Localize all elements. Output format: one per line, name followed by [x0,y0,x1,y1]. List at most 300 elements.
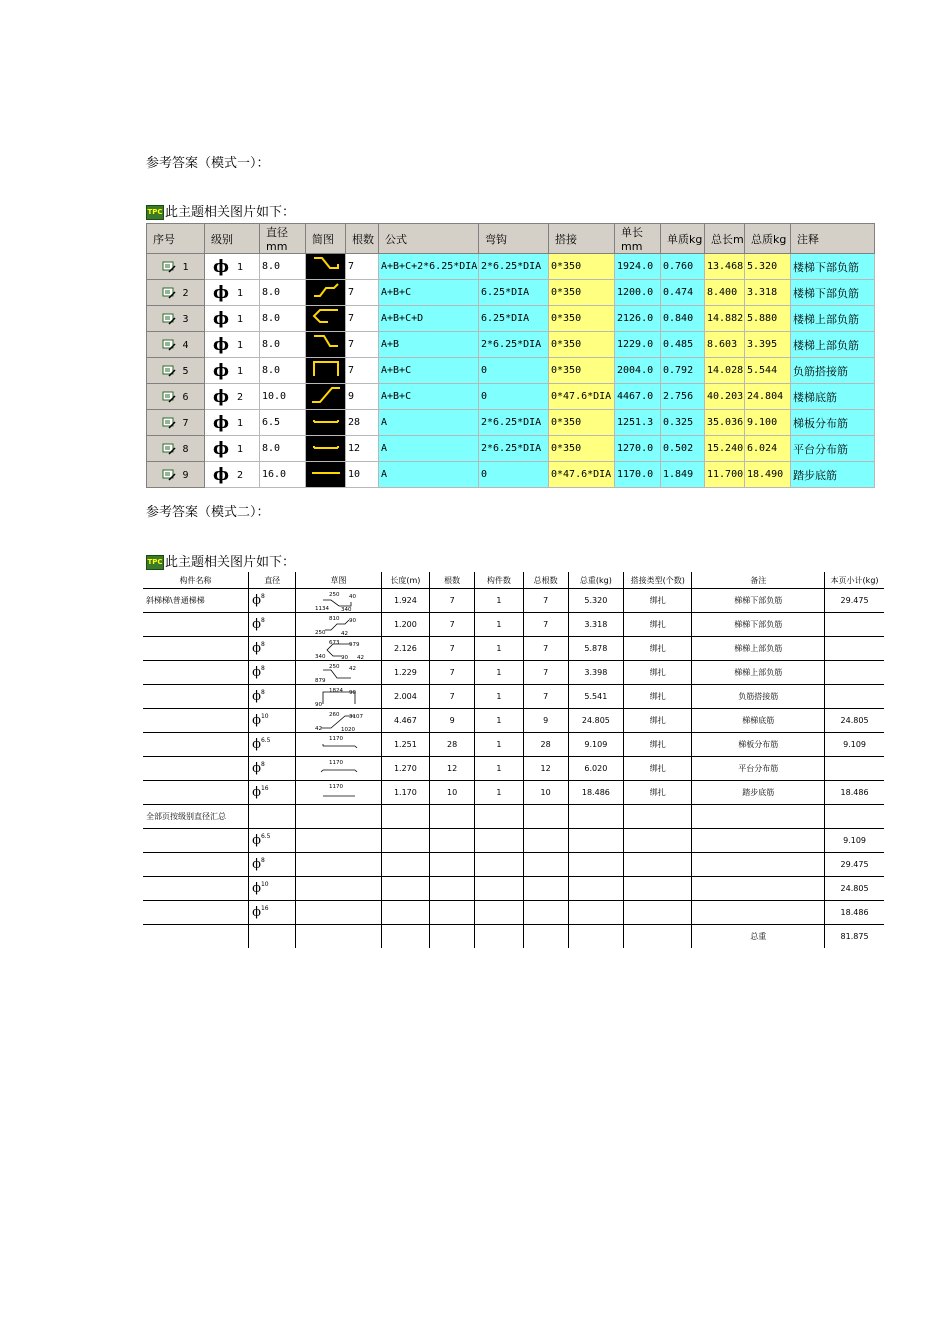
lap-cell: 0*350 [549,254,615,280]
hook-cell: 0 [479,384,549,410]
table1-row [147,358,875,384]
row-seq: 7 [182,417,189,429]
diameter-cell [249,733,296,757]
count-cell: 10 [346,462,379,488]
sketch-cell [306,436,346,462]
diameter-cell [249,685,296,709]
lap-cell: 0*350 [549,436,615,462]
rebar-shape-icon [306,280,346,302]
row-seq: 3 [182,313,189,325]
empty-cell [624,901,692,925]
sketch-dimension-label: 90 [348,689,356,696]
lap-cell: 0*350 [549,332,615,358]
len-cell: 1.924 [381,589,429,613]
phi-symbol: ϕ [252,737,261,752]
sketch-cell [306,462,346,488]
members-cell: 1 [475,685,523,709]
lap-cell: 绑扎 [624,757,692,781]
sketch-cell [306,332,346,358]
empty-cell [430,853,475,877]
lap-cell: 0*350 [549,410,615,436]
table2-col-header: 总根数 [523,572,568,589]
rebar-sketch [311,710,367,732]
sketch-dimension-label: 879 [314,677,326,684]
lap-cell: 0*47.6*DIA [549,462,615,488]
rebar-sketch [311,590,367,612]
table1-col-header: 注释 [791,224,875,254]
row-seq-cell[interactable] [147,462,205,488]
empty-cell [523,829,568,853]
unit-length-cell: 1229.0 [615,332,661,358]
unit-length-cell: 2126.0 [615,306,661,332]
grade-cell [205,358,260,384]
table2-row [143,733,884,757]
table2-col-header: 直径 [249,572,296,589]
grade-cell [205,306,260,332]
total-mass-cell: 5.880 [745,306,791,332]
sketch-dimension-label: 1170 [328,759,343,766]
row-edit-icon [162,339,176,351]
table1-col-header: 级别 [205,224,260,254]
table1-col-header: 总长m [705,224,745,254]
table1-row [147,384,875,410]
sketch-dimension-label: 250 [328,663,340,670]
subtotal-cell [825,613,884,637]
rebar-sketch [311,782,367,804]
diameter-cell: 8.0 [260,280,306,306]
table1-row [147,436,875,462]
empty-cell [568,877,623,901]
sketch-dimension-label: 1170 [328,735,343,742]
grade-value: 1 [237,443,244,455]
table2-row [143,757,884,781]
sketch-dimension-label: 1134 [314,605,329,612]
len-cell: 1.251 [381,733,429,757]
table1-row [147,254,875,280]
lap-cell: 绑扎 [624,637,692,661]
subtotal-cell: 9.109 [825,733,884,757]
diameter-value: 8 [260,617,265,624]
section1-title: 参考答案（模式一）： [146,156,270,171]
unit-length-cell: 1200.0 [615,280,661,306]
table1-col-header: 搭接 [549,224,615,254]
row-seq-cell[interactable] [147,358,205,384]
count-cell: 28 [430,733,475,757]
hook-cell: 6.25*DIA [479,280,549,306]
unit-length-cell: 1170.0 [615,462,661,488]
empty-cell [143,829,249,853]
count-cell: 10 [430,781,475,805]
rebar-table-mode2 [143,572,884,948]
phi-symbol: ϕ [252,833,261,848]
subtotal-cell: 29.475 [825,589,884,613]
weight-cell: 3.398 [568,661,623,685]
summary-row [143,853,884,877]
empty-cell [296,925,381,949]
table2-row [143,613,884,637]
diameter-cell: 16.0 [260,462,306,488]
weight-cell: 5.320 [568,589,623,613]
total-length-cell: 40.203 [705,384,745,410]
note-cell: 楼梯上部负筋 [791,306,875,332]
diameter-value: 6.5 [260,833,271,840]
row-seq: 5 [182,365,189,377]
sketch-cell [306,306,346,332]
table1-col-header: 公式 [379,224,479,254]
tpc-icon: TPC [146,555,164,570]
rebar-sketch [311,614,367,636]
formula-cell: A+B+C+2*6.25*DIA [379,254,479,280]
formula-cell: A+B+C [379,384,479,410]
rebar-shape-path [314,284,338,296]
phi-symbol: ϕ [252,665,261,680]
empty-cell [692,829,825,853]
row-seq: 1 [182,261,189,273]
empty-cell [624,877,692,901]
empty-cell [296,853,381,877]
sketch-cell [296,733,381,757]
total-cell: 7 [523,589,568,613]
diameter-value: 16 [260,785,269,792]
row-edit-icon [162,391,176,403]
table2-col-header: 备注 [692,572,825,589]
empty-cell [692,877,825,901]
table2-row [143,781,884,805]
diameter-value: 6.5 [260,737,271,744]
sketch-cell [306,358,346,384]
sketch-dimension-label: 42 [348,665,356,672]
rebar-shape-path [314,420,338,422]
diameter-cell [249,589,296,613]
total-cell: 10 [523,781,568,805]
empty-cell [475,805,523,829]
member-name-cell [143,685,249,709]
phi-symbol: ϕ [213,360,230,381]
sketch-cell [296,613,381,637]
row-seq-cell[interactable] [147,306,205,332]
diameter-cell: 8.0 [260,306,306,332]
total-length-cell: 13.468 [705,254,745,280]
phi-symbol: ϕ [213,412,230,433]
formula-cell: A+B+C [379,280,479,306]
diameter-value: 16 [260,905,269,912]
total-mass-cell: 9.100 [745,410,791,436]
sketch-dimension-label: 340 [340,606,352,612]
diameter-cell: 10.0 [260,384,306,410]
weight-cell: 18.486 [568,781,623,805]
phi-symbol: ϕ [252,761,261,776]
sketch-cell [296,661,381,685]
members-cell: 1 [475,661,523,685]
empty-cell [249,925,296,949]
lap-cell: 绑扎 [624,733,692,757]
total-mass-cell: 18.490 [745,462,791,488]
sketch-dimension-label: 340 [314,653,326,660]
row-seq: 4 [182,339,189,351]
row-seq-cell[interactable] [147,436,205,462]
rebar-shape-icon [306,410,346,432]
count-cell: 7 [346,254,379,280]
total-mass-cell: 24.804 [745,384,791,410]
weight-cell: 9.109 [568,733,623,757]
sketch-dimension-label: 42 [356,654,364,660]
summary-label-row [143,805,884,829]
empty-cell [568,853,623,877]
summary-row [143,829,884,853]
formula-cell: A [379,462,479,488]
member-name-cell [143,613,249,637]
member-name-cell [143,757,249,781]
hook-cell: 6.25*DIA [479,306,549,332]
rebar-sketch [311,686,367,708]
sketch-path [321,770,357,772]
member-name-cell [143,709,249,733]
total-mass-cell: 5.544 [745,358,791,384]
len-cell: 1.170 [381,781,429,805]
total-mass-cell: 3.318 [745,280,791,306]
note-cell: 平台分布筋 [692,757,825,781]
row-edit-icon [162,443,176,455]
tpc-icon: TPC [146,205,164,220]
note-cell: 梯梯上部负筋 [692,661,825,685]
empty-cell [692,805,825,829]
rebar-sketch [311,638,367,660]
rebar-shape-icon [306,332,346,354]
total-length-cell: 35.036 [705,410,745,436]
sketch-dimension-label: 250 [328,591,340,598]
sketch-dimension-label: 979 [348,641,360,648]
phi-symbol: ϕ [252,641,261,656]
phi-symbol: ϕ [252,881,261,896]
sketch-cell [296,685,381,709]
hook-cell: 2*6.25*DIA [479,436,549,462]
grade-value: 1 [237,261,244,273]
unit-mass-cell: 0.840 [661,306,705,332]
hook-cell: 0 [479,462,549,488]
row-seq-cell[interactable] [147,332,205,358]
grade-cell [205,384,260,410]
row-edit-icon [162,287,176,299]
formula-cell: A+B [379,332,479,358]
table1-col-header: 单长mm [615,224,661,254]
lap-cell: 0*350 [549,306,615,332]
table2-col-header: 本页小计(kg) [825,572,884,589]
unit-mass-cell: 2.756 [661,384,705,410]
unit-length-cell: 2004.0 [615,358,661,384]
diameter-value: 8 [260,665,265,672]
diameter-cell [249,781,296,805]
row-seq: 6 [182,391,189,403]
sketch-dimension-label: 1170 [328,783,343,790]
note-cell: 梯板分布筋 [791,410,875,436]
diameter-cell: 6.5 [260,410,306,436]
empty-cell [692,901,825,925]
unit-mass-cell: 0.502 [661,436,705,462]
sketch-cell [306,254,346,280]
row-seq-cell[interactable] [147,384,205,410]
table1-col-header: 根数 [346,224,379,254]
phi-symbol: ϕ [213,438,230,459]
total-mass-cell: 6.024 [745,436,791,462]
row-seq-cell[interactable] [147,410,205,436]
section1-image-label-line [146,201,295,220]
sketch-cell [296,709,381,733]
summary-row [143,901,884,925]
row-edit-icon [162,469,176,481]
count-cell: 7 [430,661,475,685]
unit-length-cell: 1270.0 [615,436,661,462]
rebar-sketch [311,734,367,756]
grade-cell [205,332,260,358]
total-label-cell: 总重 [692,925,825,949]
diameter-value: 10 [260,713,269,720]
empty-cell [430,877,475,901]
subtotal-cell [825,661,884,685]
sketch-dimension-label: 1020 [340,726,355,732]
count-cell: 28 [346,410,379,436]
rebar-shape-icon [306,384,346,406]
diameter-cell [249,829,296,853]
table1-header-row [147,224,875,254]
note-cell: 楼梯下部负筋 [791,254,875,280]
count-cell: 12 [430,757,475,781]
empty-cell [381,925,429,949]
grade-cell [205,410,260,436]
lap-cell: 绑扎 [624,589,692,613]
empty-cell [381,877,429,901]
sketch-path [323,744,357,748]
lap-cell: 绑扎 [624,613,692,637]
lap-cell: 0*350 [549,358,615,384]
table1-row [147,280,875,306]
note-cell: 负筋搭接筋 [692,685,825,709]
formula-cell: A [379,436,479,462]
note-cell: 梯梯下部负筋 [692,613,825,637]
count-cell: 7 [430,685,475,709]
weight-cell: 5.878 [568,637,623,661]
count-cell: 7 [346,280,379,306]
table2-row [143,637,884,661]
empty-cell [296,901,381,925]
rebar-shape-path [312,388,340,402]
summary-subtotal-cell: 18.486 [825,901,884,925]
row-seq: 8 [182,443,189,455]
rebar-shape-icon [306,306,346,328]
table2-header-row [143,572,884,589]
phi-symbol: ϕ [252,617,261,632]
summary-label: 全部页按级别直径汇总 [143,805,249,829]
sketch-cell [306,410,346,436]
table2-row [143,661,884,685]
sketch-cell [296,637,381,661]
phi-symbol: ϕ [252,905,261,920]
empty-cell [143,853,249,877]
table1-row [147,332,875,358]
empty-cell [475,877,523,901]
empty-cell [296,877,381,901]
members-cell: 1 [475,709,523,733]
count-cell: 7 [346,332,379,358]
hook-cell: 2*6.25*DIA [479,410,549,436]
note-cell: 踏步底筋 [791,462,875,488]
sketch-dimension-label: 673 [328,639,340,646]
diameter-cell: 8.0 [260,254,306,280]
len-cell: 1.200 [381,613,429,637]
unit-length-cell: 1251.3 [615,410,661,436]
grade-value: 1 [237,417,244,429]
empty-cell [430,901,475,925]
grade-value: 2 [237,391,244,403]
rebar-sketch [311,758,367,780]
diameter-value: 10 [260,881,269,888]
unit-mass-cell: 0.325 [661,410,705,436]
hook-cell: 2*6.25*DIA [479,332,549,358]
total-cell: 12 [523,757,568,781]
phi-symbol: ϕ [213,334,230,355]
sketch-dimension-label: 90 [340,654,348,660]
phi-symbol: ϕ [213,282,230,303]
total-cell: 9 [523,709,568,733]
diameter-cell [249,877,296,901]
rebar-sketch [311,662,367,684]
diameter-cell [249,637,296,661]
phi-symbol: ϕ [252,689,261,704]
row-seq: 9 [182,469,189,481]
subtotal-cell: 18.486 [825,781,884,805]
unit-mass-cell: 0.485 [661,332,705,358]
sketch-dimension-label: 42 [340,630,348,636]
rebar-shape-path [314,362,338,376]
row-seq: 2 [182,287,189,299]
sketch-dimension-label: 90 [314,701,322,708]
weight-cell: 5.541 [568,685,623,709]
total-mass-cell: 3.395 [745,332,791,358]
sketch-dimension-label: 260 [328,711,340,718]
row-seq-cell[interactable] [147,280,205,306]
unit-mass-cell: 1.849 [661,462,705,488]
phi-symbol: ϕ [252,713,261,728]
sketch-path [323,670,351,678]
member-name-cell [143,781,249,805]
subtotal-cell [825,685,884,709]
diameter-value: 8 [260,857,265,864]
empty-cell [624,925,692,949]
note-cell: 梯板分布筋 [692,733,825,757]
summary-subtotal-cell: 9.109 [825,829,884,853]
weight-cell: 6.020 [568,757,623,781]
len-cell: 1.270 [381,757,429,781]
member-name-cell [143,733,249,757]
table2-col-header: 搭接类型(个数) [624,572,692,589]
diameter-cell [249,853,296,877]
grade-cell [205,254,260,280]
sketch-dimension-label: 90 [348,617,356,624]
table1-row [147,306,875,332]
empty-cell [430,829,475,853]
members-cell: 1 [475,589,523,613]
summary-row [143,877,884,901]
total-length-cell: 8.400 [705,280,745,306]
note-cell: 踏步底筋 [692,781,825,805]
table1-col-header: 直径mm [260,224,306,254]
row-seq-cell[interactable] [147,254,205,280]
member-name-cell: 斜梯梯\普通梯梯 [143,589,249,613]
count-cell: 9 [346,384,379,410]
row-edit-icon [162,313,176,325]
section2-title: 参考答案（模式二）： [146,505,270,520]
members-cell: 1 [475,781,523,805]
lap-cell: 绑扎 [624,781,692,805]
